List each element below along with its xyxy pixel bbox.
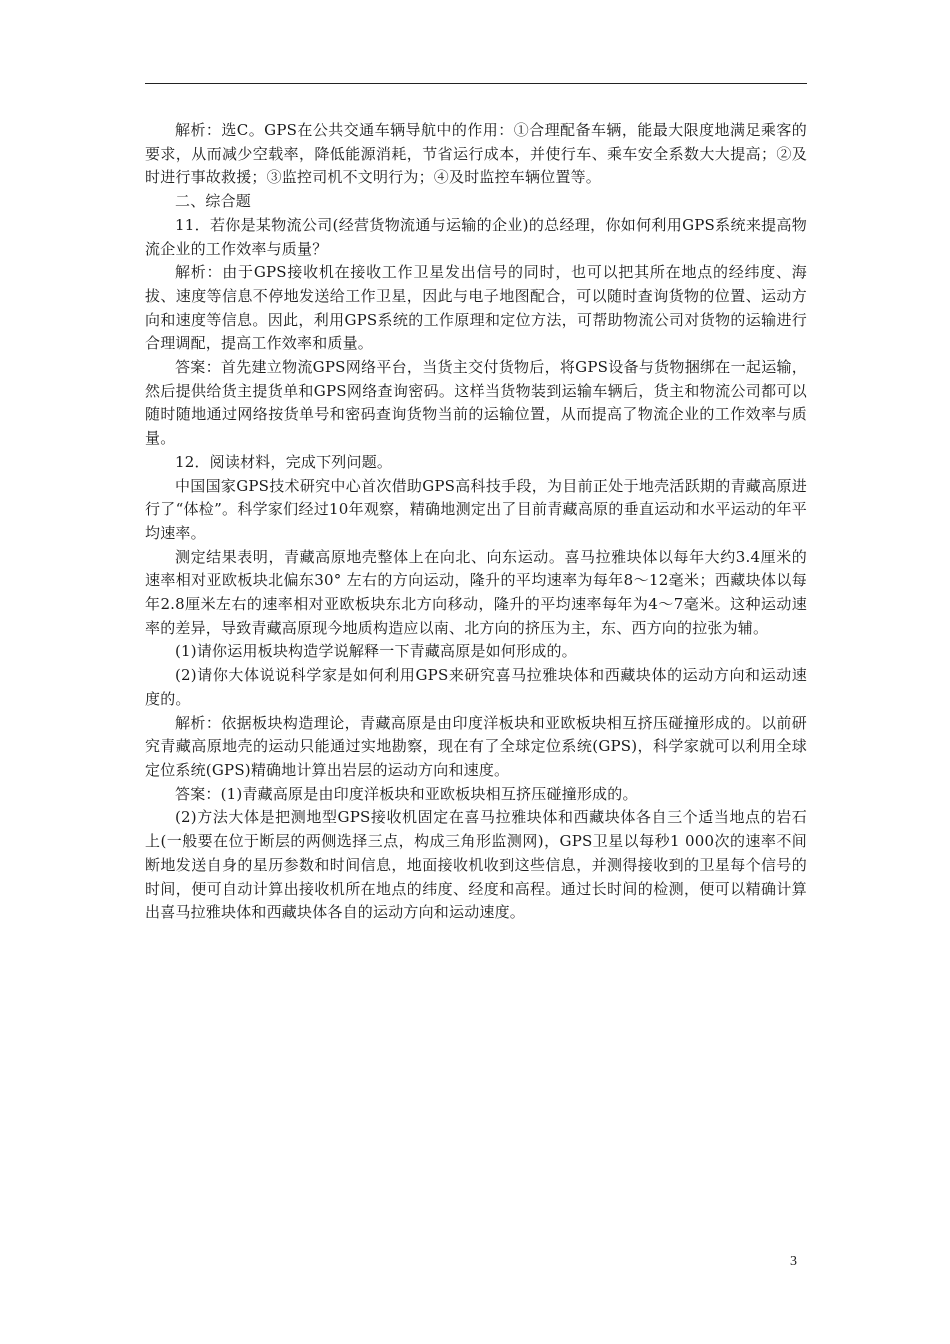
header-rule (145, 83, 807, 84)
answer-12-part-1: 答案：(1)青藏高原是由印度洋板块和亚欧板块相互挤压碰撞形成的。 (175, 784, 638, 803)
answer-11: 答案：首先建立物流GPS网络平台，当货主交付货物后，将GPS设备与货物捆绑在一起运输，然后提供给货主提货单和GPS网络查询密码。这样当货物装到运输车辆后，货主和物流公司都可以随时随地通过网络按货单号和密码查询货物当前的运输位置，从而提高了物流企业的工作效率与质量。 (145, 358, 807, 448)
page-number: 3 (790, 1254, 797, 1269)
analysis-11: 解析：由于GPS接收机在接收工作卫星发出信号的同时，也可以把其所在地点的经纬度、海拔、速度等信息不停地发送给工作卫星，因此与电子地图配合，可以随时查询货物的位置、运动方向和速度等信息。因此，利用GPS系统的工作原理和定位方法，可帮助物流公司对货物的运输进行合理调配，提高工作效率和质量。 (145, 263, 807, 353)
answer-12-part-2: (2)方法大体是把测地型GPS接收机固定在喜马拉雅块体和西藏块体各自三个适当地点的岩石上(一般要在位于断层的两侧选择三点，构成三角形监测网)，GPS卫星以每秒1 000次的速率不间断地发送自身的星历参数和时间信息，地面接收机收到这些信息，并测得接收到的卫星每个信号的时间，便可自动计算出接收机所在地点的纬度、经度和高程。通过长时间的检测，便可以精确计算出喜马拉雅块体和西藏块体各自的运动方向和运动速度。 (145, 808, 807, 922)
material-paragraph-2: 测定结果表明，青藏高原地壳整体上在向北、向东运动。喜马拉雅块体以每年大约3.4厘米的速率相对亚欧板块北偏东30° 左右的方向运动，隆升的平均速率为每年8～12毫米；西藏块体以每年2.8厘米左右的速率相对亚欧板块东北方向移动，隆升的平均速率每年为4～7毫米。这种运动速率的差异，导致青藏高原现今地质构造应以南、北方向的挤压为主，东、西方向的拉张为辅。 (145, 547, 807, 637)
question-12: 12．阅读材料，完成下列问题。 (175, 452, 393, 471)
question-11: 11．若你是某物流公司(经营货物流通与运输的企业)的总经理，你如何利用GPS系统来提高物流企业的工作效率与质量？ (145, 215, 807, 258)
sub-question-1: (1)请你运用板块构造学说解释一下青藏高原是如何形成的。 (175, 642, 577, 661)
material-paragraph-1: 中国国家GPS技术研究中心首次借助GPS高科技手段，为目前正处于地壳活跃期的青藏高原进行了“体检”。科学家们经过10年观察，精确地测定出了目前青藏高原的垂直运动和水平运动的年平均速率。 (145, 476, 807, 542)
analysis-12: 解析：依据板块构造理论，青藏高原是由印度洋板块和亚欧板块相互挤压碰撞形成的。以前研究青藏高原地壳的运动只能通过实地勘察，现在有了全球定位系统(GPS)，科学家就可以利用全球定位系统(GPS)精确地计算出岩层的运动方向和速度。 (145, 713, 807, 779)
paragraph-answer-analysis-10: 解析：选C。GPS在公共交通车辆导航中的作用：①合理配备车辆，能最大限度地满足乘客的要求，从而减少空载率，降低能源消耗，节省运行成本，并使行车、乘车安全系数大大提高；②及时进行事故救援；③监控司机不文明行为；④及时监控车辆位置等。 (145, 121, 807, 187)
section-heading-comprehensive: 二、综合题 (175, 192, 252, 211)
sub-question-2: (2)请你大体说说科学家是如何利用GPS来研究喜马拉雅块体和西藏块体的运动方向和运动速度的。 (145, 666, 807, 708)
document-body (145, 119, 807, 925)
